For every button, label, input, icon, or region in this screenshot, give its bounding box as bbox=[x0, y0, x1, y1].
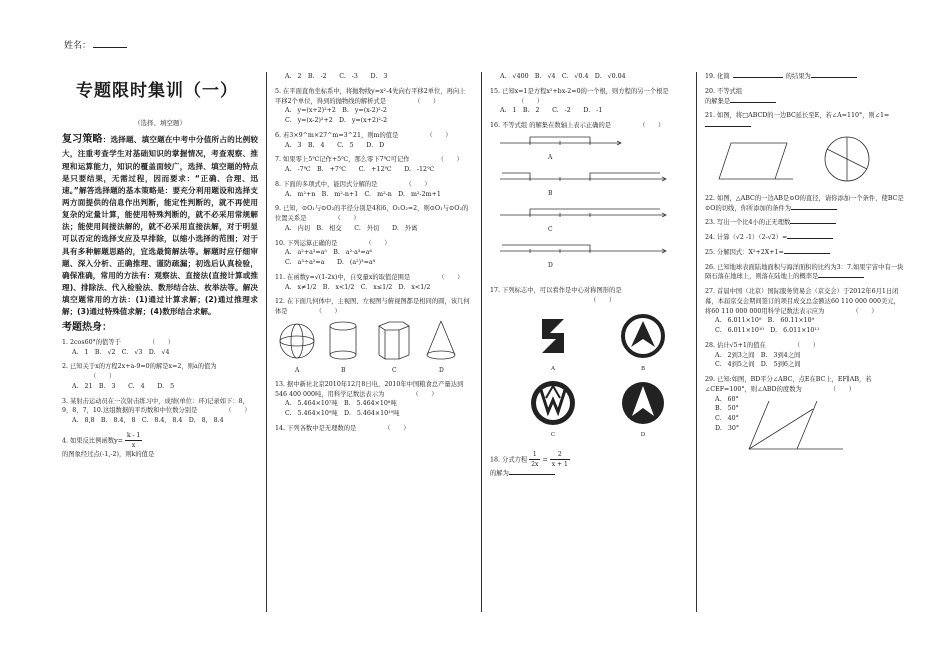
question-11: 11. 在函数y=√(1-2x)中，自变量x的取值范围是 （ ） A. x≠1/2 B. x<1/2 C. x≤1/2 D. x<1/2 bbox=[275, 273, 464, 291]
question-7: 7. 如果零上5℃记作+5℃，那么零下7℃可记作 （ ） A. -7℃ B. +7℃ C. +12℃ D. -12℃ bbox=[275, 156, 463, 173]
question-23: 23. 写出一个比4小的正无理数 bbox=[705, 218, 905, 228]
fraction: $\frac{k - 1}{x}$ bbox=[126, 431, 141, 450]
question-3: 3. 某射击运动员在一次射击练习中，成绩(单位：环)记录如下：8，9，8，7，10.这组数据的平均数和中位数分别是 （ ） A. 8,8 B. 8.4, 8 C. 8.4, 8.4 D. 8, 8.4 bbox=[62, 397, 258, 426]
answer-blank[interactable] bbox=[790, 223, 836, 224]
answer-blank[interactable] bbox=[705, 126, 751, 127]
strategy-body: ：选择题、填空题在中考中分值所占的比例较大，注重考查学生对基础知识的掌握情况，考查观察、推理和运算能力，知识的覆盖面较广，选择、填空题的特点是只要结果，无需过程，因而要求：“正确、合理、迅速。”解答选择题的基本策略是：要充分利用题设和选择支两方面提供的信息作出判断，能定性判断的，就不再使用复杂的定量计算，能使用特殊判断的，就不必采用常规解法；能使用间接法解的，就不必采用直接法解，对于明显可以否定的选择支应及早排除，以缩小选择的范围；对于具有多种解题思路的，宜选最简解法等。解题时应仔细审题、深入分析、正确推理、谨防疏漏；初选后认真检验，确保准确，常用的方法有：观察法、直接法(直接计算或推理)、排除法、代入检验法、数形结合法、枚举法等。解决填空题常用的方法：(1)通过计算求解；(2)通过推理求解；(3)通过特殊值求解；(4)数形结合求解。 bbox=[62, 135, 258, 317]
question-21: 21. 如图，将□ABCD的一边BC延长至E，若∠A=110°，则∠1= bbox=[705, 111, 905, 189]
triangle-logo-icon bbox=[618, 311, 668, 361]
expression-box bbox=[733, 77, 783, 78]
answer-blank[interactable] bbox=[730, 102, 776, 103]
question-6: 6. 若3×9^m×27^m=3^21，则m的值是 （ ） A. 3 B. 4 C. 5 D. D bbox=[275, 131, 452, 149]
question-12: 12. 在下面几何体中，主视图、左视图与俯视图都是相同的圆，该几何体是 （ ） A B C D bbox=[275, 298, 470, 374]
warmup-heading: 考题热身： bbox=[62, 322, 112, 334]
question-13: 13. 据中新社北京2010年12月8日电，2010年中国粮食总产量达到546 400 000吨，用科学记数法表示为 （ ） A. 5.464×10⁷吨 B. 5.464×10⁸吨 C. 5.464×10⁹吨 D. 5.464×10¹⁰吨 bbox=[275, 380, 464, 417]
question-options: A. 21 B. 3 C. 4 D. 5 bbox=[72, 382, 175, 390]
number-line-a bbox=[500, 137, 621, 145]
solid-figures bbox=[275, 317, 465, 375]
number-line-c bbox=[500, 209, 666, 217]
logo-d: D bbox=[598, 378, 688, 440]
question-10: 10. 下列运算正确的是 （ ） A. a²+a³=a⁵ B. a²·a³=a⁶ C. a³÷a²=a D. (a²)³=a⁸ bbox=[275, 239, 391, 266]
answer-blank[interactable] bbox=[509, 474, 555, 475]
number-line-label-a: A bbox=[548, 153, 553, 161]
number-line-label-c: C bbox=[548, 225, 553, 233]
cylinder-figure bbox=[330, 322, 356, 359]
number-line-d bbox=[500, 245, 666, 253]
parallelogram-circle-figure bbox=[705, 131, 895, 189]
review-strategy bbox=[62, 132, 258, 318]
question-16: 16. 不等式组 的解集在数轴上表示正确的是 （ ） A B C D bbox=[490, 121, 686, 281]
logo-b: B bbox=[598, 311, 688, 373]
question-5: 5. 在平面直角坐标系中，将抛物线y=x²-4先向右平移2单位，再向上平移2个单位，得到的抛物线的解析式是 （ ） A. y=(x+2)²+2 B. y=(x-2)²-2 C. y=(x-2)²+2 D. y=(x+2)²-2 bbox=[275, 87, 466, 124]
volkswagen-logo-icon bbox=[528, 378, 578, 428]
angle-bisector-figure bbox=[739, 395, 849, 455]
number-line-options bbox=[490, 131, 680, 281]
question-20: 20. 不等式组 的解集是 bbox=[705, 87, 905, 107]
question-26: 26. 已知地球表面陆地面积与海洋面积的比约为3：7.如果宇宙中有一块陨石落在地球上，则落在陆地上的概率是 bbox=[705, 263, 904, 281]
arrow-logo-icon bbox=[618, 378, 668, 428]
question-25: 25. 分解因式：X²+2X+1= bbox=[705, 248, 905, 258]
answer-blank[interactable] bbox=[791, 209, 837, 210]
column-divider bbox=[696, 72, 697, 612]
student-name-field[interactable] bbox=[64, 38, 127, 51]
question-9: 9. 已知，⊙O₁与⊙O₂的半径分别是4和6，O₁O₂=2，则⊙O₁与⊙O₂的位置关系是 （ ） A. 内切 B. 相交 C. 外切 D. 外离 bbox=[275, 205, 469, 232]
question-2: 2. 已知关于x的方程2x+a-9=0的解是x=2，则a的值为（ ） A. 21 B. 3 C. 4 D. 5 bbox=[62, 362, 258, 391]
strategy-head: 复习策略 bbox=[62, 134, 103, 146]
fraction: $\frac{1}{2x}$ bbox=[531, 450, 539, 469]
question-24: 24. 计算（√2 -1）（2-√2）= bbox=[705, 233, 905, 243]
answer-blank[interactable] bbox=[787, 238, 833, 239]
answer-blank[interactable] bbox=[784, 253, 830, 254]
question-1: 1. 2cos60°的值等于 （ ） A. 1 B. √2 C. √3 D. √4 bbox=[62, 338, 258, 358]
question-27: 27. 首届中国（北京）国际服务贸易会（京交会）于2012年6月1日闭幕，本届京交会期间签订的项目成交总金额达60 110 000 000美元，将60 110 000 000用科学记数法表示应为 （ ） A. 6.011×10⁹ B. 60.11×10⁹ C. 6.011×10¹⁰ D. 6.011×10¹¹ bbox=[705, 288, 900, 334]
question-28: 28. 估计√5+1的值在 （ ） A. 2到3之间 B. 3到4之间 C. 4到5之间 D. 5到6之间 bbox=[705, 341, 819, 369]
logo-options bbox=[508, 311, 686, 440]
figure-label-d: D bbox=[439, 366, 444, 374]
column-2 bbox=[275, 72, 471, 439]
question-15: 15. 已知x=1是方程x²+bx-2=0的一个根，则方程的另一个根是（ ） A. 1 B. 2 C. -2 D. -1 bbox=[490, 87, 669, 115]
number-line-label-b: B bbox=[548, 189, 553, 197]
answer-blank[interactable] bbox=[811, 77, 857, 78]
logo-a: A bbox=[508, 311, 598, 373]
figure-label-c: C bbox=[392, 366, 397, 374]
name-blank[interactable] bbox=[93, 47, 127, 48]
number-line-label-d: D bbox=[548, 261, 553, 269]
name-label: 姓名： bbox=[64, 41, 92, 51]
column-divider bbox=[481, 72, 482, 612]
page-subtitle: （选择、填空题） bbox=[134, 119, 186, 128]
question-19: 19. 化简 的结果为 bbox=[705, 72, 905, 82]
question-18: 18. 分式方程 $\frac{1}{2x}$ = $\frac{2}{x + 1}$ 的解为 bbox=[490, 450, 568, 478]
figure-label-a: A bbox=[295, 366, 300, 374]
answer-blank[interactable] bbox=[818, 277, 864, 278]
cone-figure bbox=[427, 321, 455, 359]
logo-c: C bbox=[508, 378, 598, 440]
column-divider bbox=[266, 72, 267, 612]
question-22: 22. 如图，△ABC的一边AB是⊙O的直径，请你添加一个条件，使BC是⊙O的切线，你所添加的条件为 bbox=[705, 194, 904, 212]
fraction: $\frac{2}{x + 1}$ bbox=[551, 450, 568, 469]
question-4: 4. 如果反比例函数y= $\frac{k - 1}{x}$ 的图象经过点(-1,-2)，则k的值是 bbox=[62, 431, 155, 459]
number-line-b bbox=[500, 173, 666, 181]
column-4 bbox=[705, 72, 905, 460]
sphere-figure bbox=[280, 324, 314, 358]
question-29: 29. 已知:如图，BD平分∠ABC，点E在BC上，EF∥AB，若∠CEF=100°，则∠ABD的度数为 （ ） A. 60° B. 50° C. 40° D. 30° bbox=[705, 375, 905, 455]
question-options: A. 1 B. √2 C. √3 D. √4 bbox=[72, 348, 170, 356]
figure-label-b: B bbox=[341, 366, 346, 374]
question-14: 14. 下列各数中是无理数的是 （ ） bbox=[275, 424, 410, 432]
question-4-options: A. 2 B. -2 C. -3 D. 3 bbox=[285, 73, 388, 80]
question-8: 8. 下面的多项式中，能因式分解的是 （ ） A. m²+n B. m²-n+1 C. m²-n D. m²-2m+1 bbox=[275, 180, 441, 198]
question-options: A. 8,8 B. 8.4, 8 C. 8.4, 8.4 D. 8, 8.4 bbox=[72, 417, 224, 425]
page-title: 专题限时集训（一） bbox=[76, 81, 238, 101]
question-17: 17. 下列标志中，可以看作是中心对称图形的是 （ ） A B C D bbox=[490, 286, 686, 440]
question-14-options: A. √400 B. √4 C. √0.4 D. √0.04 bbox=[500, 73, 626, 80]
suzuki-logo-icon bbox=[528, 311, 578, 361]
prism-figure bbox=[379, 322, 409, 359]
column-3 bbox=[490, 72, 686, 484]
column-1 bbox=[62, 72, 258, 465]
